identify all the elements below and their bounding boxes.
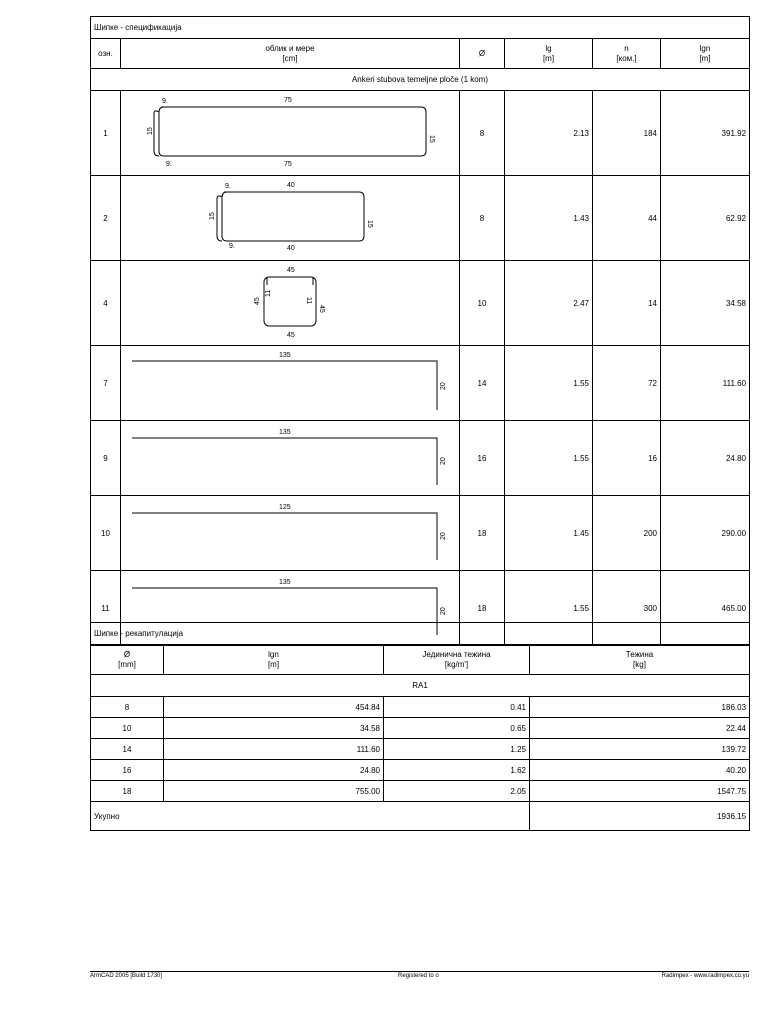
recap-dia-header: Ø [mm] [91, 645, 164, 675]
recap-unit-weight-header: Јединична тежина [kg/m'] [384, 645, 530, 675]
svg-text:9.: 9. [162, 98, 168, 105]
recap-group-label: RA1 [91, 675, 750, 697]
recap-dia: 18 [91, 781, 164, 802]
table-row [91, 739, 750, 760]
footer-registration: Registered to o [398, 973, 439, 979]
bar-shape-drawing [121, 346, 460, 418]
bar-shape-drawing [121, 421, 460, 493]
bar-shape-drawing [121, 261, 460, 343]
row-mark: 10 [91, 496, 121, 571]
recap-unit-weight: 1.62 [384, 760, 530, 781]
row-dia: 8 [460, 91, 505, 176]
col-mark-header: озн. [91, 39, 121, 69]
svg-text:15: 15 [428, 135, 435, 143]
svg-text:40: 40 [287, 245, 295, 252]
recap-lgn: 34.58 [164, 718, 384, 739]
recap-weight: 186.03 [530, 697, 750, 718]
svg-text:15: 15 [147, 127, 154, 135]
row-dia: 16 [460, 421, 505, 496]
bar-shape-drawing [121, 91, 460, 173]
recap-title: Шипке - рекапитулација [91, 623, 750, 645]
row-lg: 2.13 [505, 91, 593, 176]
row-lgn: 465.00 [661, 571, 750, 646]
svg-text:11: 11 [265, 289, 272, 297]
recap-dia: 16 [91, 760, 164, 781]
row-lg: 1.55 [505, 571, 593, 646]
svg-text:75: 75 [284, 97, 292, 104]
row-mark: 7 [91, 346, 121, 421]
recap-dia: 8 [91, 697, 164, 718]
bar-shape [121, 176, 460, 261]
table-row [91, 697, 750, 718]
row-lgn: 24.80 [661, 421, 750, 496]
spec-group-label: Ankeri stubova temeljne ploče (1 kom) [91, 69, 750, 91]
col-lg-header: lg [m] [505, 39, 593, 69]
row-n: 184 [593, 91, 661, 176]
svg-text:9.: 9. [229, 243, 235, 250]
row-lgn: 34.58 [661, 261, 750, 346]
row-dia: 18 [460, 571, 505, 646]
page-footer [90, 971, 749, 982]
row-mark: 2 [91, 176, 121, 261]
bar-shape [121, 91, 460, 176]
recap-lgn: 755.00 [164, 781, 384, 802]
total-value: 1936.15 [530, 802, 750, 831]
row-n: 200 [593, 496, 661, 571]
spec-title: Шипке - спецификација [91, 17, 750, 39]
recap-weight: 22.44 [530, 718, 750, 739]
svg-text:15: 15 [366, 220, 373, 228]
row-lg: 2.47 [505, 261, 593, 346]
recap-unit-weight: 1.25 [384, 739, 530, 760]
col-lgn-header: lgn [m] [661, 39, 750, 69]
bar-shape-drawing [121, 496, 460, 568]
svg-text:11: 11 [305, 297, 312, 305]
row-mark: 4 [91, 261, 121, 346]
spec-table [90, 16, 750, 646]
svg-text:15: 15 [209, 212, 216, 220]
table-row [91, 718, 750, 739]
row-mark: 11 [91, 571, 121, 646]
recap-weight: 40.20 [530, 760, 750, 781]
recap-table [90, 622, 750, 831]
svg-text:40: 40 [287, 182, 295, 189]
col-n-header: n [ком.] [593, 39, 661, 69]
svg-text:9.: 9. [225, 183, 231, 190]
svg-text:75: 75 [284, 161, 292, 168]
bar-shape-drawing [121, 176, 460, 258]
recap-weight: 1547.75 [530, 781, 750, 802]
recap-weight: 139.72 [530, 739, 750, 760]
svg-text:135: 135 [279, 352, 291, 359]
row-mark: 9 [91, 421, 121, 496]
svg-text:45: 45 [318, 305, 325, 313]
row-dia: 10 [460, 261, 505, 346]
row-n: 14 [593, 261, 661, 346]
row-lgn: 62.92 [661, 176, 750, 261]
col-shape-header: облик и мере [cm] [121, 39, 460, 69]
recap-lgn: 24.80 [164, 760, 384, 781]
row-lgn: 391.92 [661, 91, 750, 176]
svg-text:9.: 9. [166, 161, 172, 168]
row-mark: 1 [91, 91, 121, 176]
col-dia-header: Ø [460, 39, 505, 69]
recap-unit-weight: 2.05 [384, 781, 530, 802]
row-lgn: 290.00 [661, 496, 750, 571]
table-row [91, 91, 750, 176]
svg-text:135: 135 [279, 429, 291, 436]
bar-shape [121, 496, 460, 571]
svg-text:135: 135 [279, 579, 291, 586]
row-lg: 1.55 [505, 421, 593, 496]
svg-text:20: 20 [440, 457, 447, 465]
table-row [91, 261, 750, 346]
bar-shape [121, 261, 460, 346]
table-row [91, 496, 750, 571]
total-label: Укупно [91, 802, 530, 831]
recap-lgn: 111.60 [164, 739, 384, 760]
recap-weight-header: Тежина [kg] [530, 645, 750, 675]
svg-text:45: 45 [287, 332, 295, 339]
row-n: 300 [593, 571, 661, 646]
svg-text:20: 20 [440, 607, 447, 615]
row-n: 16 [593, 421, 661, 496]
table-row [91, 176, 750, 261]
table-row [91, 781, 750, 802]
table-row [91, 760, 750, 781]
table-row [91, 346, 750, 421]
svg-text:20: 20 [440, 382, 447, 390]
row-n: 44 [593, 176, 661, 261]
footer-software: ArmCAD 2005 [Build 1730] [90, 973, 163, 979]
row-n: 72 [593, 346, 661, 421]
row-dia: 8 [460, 176, 505, 261]
row-dia: 18 [460, 496, 505, 571]
recap-lgn-header: lgn [m] [164, 645, 384, 675]
row-dia: 14 [460, 346, 505, 421]
recap-unit-weight: 0.65 [384, 718, 530, 739]
svg-text:125: 125 [279, 504, 291, 511]
recap-dia: 10 [91, 718, 164, 739]
svg-text:45: 45 [287, 267, 295, 274]
recap-lgn: 454.84 [164, 697, 384, 718]
svg-text:45: 45 [254, 297, 261, 305]
recap-unit-weight: 0.41 [384, 697, 530, 718]
recap-dia: 14 [91, 739, 164, 760]
bar-shape [121, 346, 460, 421]
table-row [91, 421, 750, 496]
bar-shape [121, 421, 460, 496]
total-row [91, 802, 750, 831]
row-lg: 1.43 [505, 176, 593, 261]
footer-vendor-link: Radimpex - www.radimpex.co.yu [661, 973, 749, 979]
row-lg: 1.55 [505, 346, 593, 421]
svg-text:20: 20 [440, 532, 447, 540]
row-lg: 1.45 [505, 496, 593, 571]
row-lgn: 111.60 [661, 346, 750, 421]
